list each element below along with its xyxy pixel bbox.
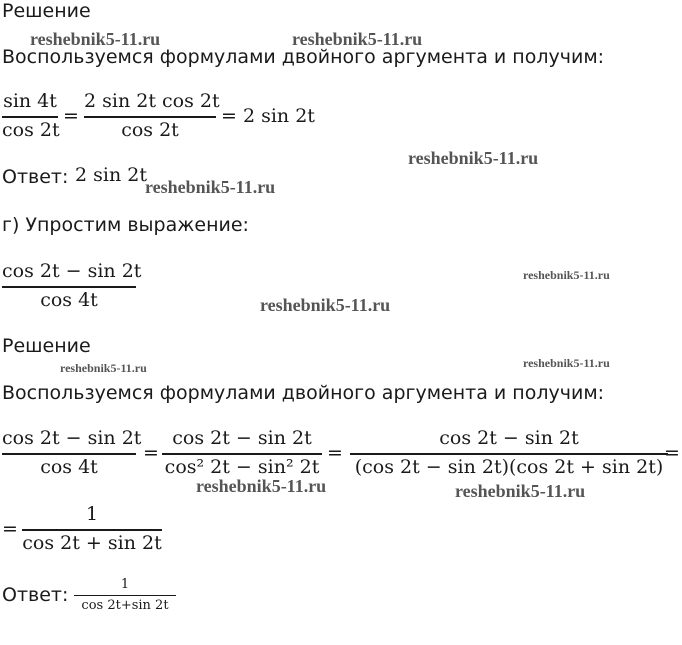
denominator: cos 2t xyxy=(2,119,60,141)
equals-sign: = xyxy=(664,442,680,464)
solution-intro-2: Воспользуемся формулами двойного аргумента и получим: xyxy=(2,382,605,404)
watermark: reshebnik5-11.ru xyxy=(260,295,391,315)
task-g-fraction xyxy=(2,260,142,312)
fraction-bar xyxy=(84,116,216,118)
numerator: sin 4t xyxy=(3,90,57,112)
task-g-label: г) Упростим выражение: xyxy=(2,214,249,236)
fraction-bar xyxy=(2,453,136,455)
answer-value-1: 2 sin 2t xyxy=(75,164,147,186)
fraction-factored xyxy=(350,427,668,479)
fraction-bar xyxy=(350,453,668,455)
equals-sign: = xyxy=(2,518,18,540)
watermark: reshebnik5-11.ru xyxy=(455,481,586,501)
numerator: 1 xyxy=(120,577,130,592)
fraction-bar xyxy=(74,595,176,596)
answer-label-2: Ответ: xyxy=(2,584,69,606)
watermark: reshebnik5-11.ru xyxy=(408,148,539,168)
denominator: cos 4t xyxy=(40,456,98,478)
denominator: cos 2t + sin 2t xyxy=(22,532,162,554)
fraction-original xyxy=(2,427,142,479)
watermark: reshebnik5-11.ru xyxy=(523,356,610,370)
result-expression: = 2 sin 2t xyxy=(221,105,315,127)
numerator: cos 2t − sin 2t xyxy=(172,427,312,449)
watermark: reshebnik5-11.ru xyxy=(196,476,327,496)
answer-label-1: Ответ: xyxy=(2,166,69,188)
numerator: cos 2t − sin 2t xyxy=(439,427,579,449)
solution-intro-1: Воспользуемся формулами двойного аргумента и получим: xyxy=(2,46,605,68)
fraction-sin4t-over-cos2t xyxy=(2,90,58,142)
denominator: cos 2t+sin 2t xyxy=(81,598,169,613)
fraction-bar xyxy=(2,286,136,288)
equals-sign: = xyxy=(143,442,159,464)
fraction-squares xyxy=(162,427,322,479)
watermark: reshebnik5-11.ru xyxy=(145,177,276,197)
numerator: cos 2t − sin 2t xyxy=(2,260,142,282)
denominator: cos 2t xyxy=(121,119,179,141)
numerator: 1 xyxy=(85,503,99,525)
denominator: (cos 2t − sin 2t)(cos 2t + sin 2t) xyxy=(354,456,664,478)
fraction-double-angle xyxy=(84,90,220,142)
equals-sign: = xyxy=(327,442,343,464)
equals-sign: = xyxy=(63,105,79,127)
watermark: reshebnik5-11.ru xyxy=(523,268,610,282)
fraction-simplified xyxy=(22,503,162,555)
watermark: reshebnik5-11.ru xyxy=(60,361,147,375)
numerator: 2 sin 2t cos 2t xyxy=(84,90,220,112)
fraction-bar xyxy=(22,529,162,531)
watermark: reshebnik5-11.ru xyxy=(292,29,423,49)
denominator: cos² 2t − sin² 2t xyxy=(164,456,320,478)
watermark: reshebnik5-11.ru xyxy=(30,29,161,49)
solution-heading-1: Решение xyxy=(2,0,91,22)
solution-heading-2: Решение xyxy=(2,335,91,357)
answer-fraction-2 xyxy=(74,577,176,617)
numerator: cos 2t − sin 2t xyxy=(2,427,142,449)
denominator: cos 4t xyxy=(40,289,98,311)
fraction-bar xyxy=(162,453,322,455)
fraction-bar xyxy=(2,116,58,118)
